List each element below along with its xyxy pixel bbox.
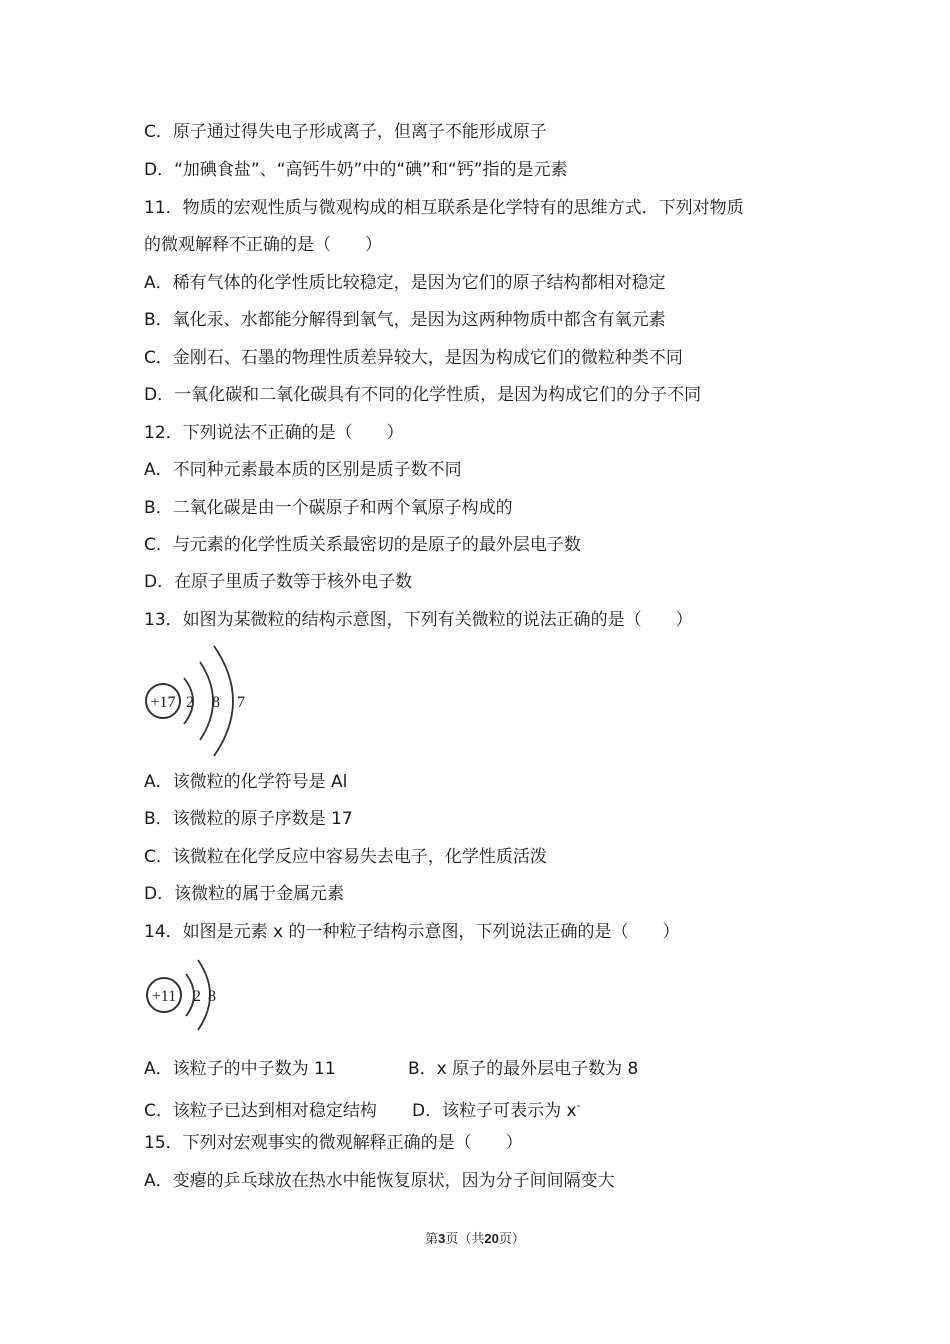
- total-page-number: 20: [484, 1231, 499, 1246]
- option-c-q13: C．该微粒在化学反应中容易失去电子，化学性质活泼: [144, 847, 547, 867]
- question-12-stem: 12．下列说法不正确的是（ ）: [144, 423, 404, 443]
- atom-structure-diagram-13: [140, 640, 260, 760]
- options-cd-q14: [144, 1095, 581, 1122]
- shell-2-electrons: 8: [208, 988, 216, 1005]
- option-d-q10: D．“加碘食盐”、“高钙牛奶”中的“碘”和“钙”指的是元素: [144, 160, 568, 180]
- atom-structure-diagram-14: [140, 954, 230, 1044]
- option-d-q11: D．一氧化碳和二氧化碳具有不同的化学性质，是因为构成它们的分子不同: [144, 385, 702, 405]
- ion-charge-superscript: -: [576, 1099, 581, 1112]
- shell-1-electrons: 2: [186, 694, 194, 711]
- footer-mid: 页（共: [445, 1232, 485, 1247]
- question-11-stem-cont: 的微观解释不正确的是（ ）: [144, 235, 382, 255]
- shell-3-electrons: 7: [237, 694, 245, 711]
- option-c-q11: C．金刚石、石墨的物理性质差异较大，是因为构成它们的微粒种类不同: [144, 348, 683, 368]
- option-d-q14: [412, 1095, 581, 1122]
- footer-suffix: 页）: [498, 1232, 525, 1247]
- option-b-q12: B．二氧化碳是由一个碳原子和两个氧原子构成的: [144, 498, 513, 518]
- question-15-stem: 15．下列对宏观事实的微观解释正确的是（ ）: [144, 1133, 523, 1153]
- page-footer: [0, 1228, 950, 1247]
- option-b-q14: B．x 原子的最外层电子数为 8: [408, 1059, 639, 1079]
- option-d-q13: D．该微粒的属于金属元素: [144, 884, 345, 904]
- current-page-number: 3: [438, 1231, 446, 1246]
- option-d-q12: D．在原子里质子数等于核外电子数: [144, 572, 413, 592]
- option-a-q13: A．该微粒的化学符号是 Al: [144, 772, 348, 792]
- option-c-q12: C．与元素的化学性质关系最密切的是原子的最外层电子数: [144, 535, 581, 555]
- shell-2-electrons: 8: [212, 694, 220, 711]
- nucleus-charge: +17: [150, 694, 176, 711]
- option-c-q14: C．该粒子已达到相对稳定结构: [144, 1100, 377, 1121]
- option-a-q11: A．稀有气体的化学性质比较稳定，是因为它们的原子结构都相对稳定: [144, 273, 666, 293]
- option-a-q12: A．不同种元素最本质的区别是质子数不同: [144, 460, 462, 480]
- option-a-q15: A．变瘪的乒乓球放在热水中能恢复原状，因为分子间间隔变大: [144, 1171, 615, 1191]
- options-ab-q14: [144, 1058, 638, 1080]
- option-a-q14: A．该粒子的中子数为 11: [144, 1059, 336, 1079]
- question-13-stem: 13．如图为某微粒的结构示意图，下列有关微粒的说法正确的是（ ）: [144, 610, 693, 630]
- question-14-stem: 14．如图是元素 x 的一种粒子结构示意图，下列说法正确的是（ ）: [144, 922, 680, 942]
- option-b-q13: B．该微粒的原子序数是 17: [144, 809, 353, 829]
- option-b-q11: B．氧化汞、水都能分解得到氧气，是因为这两种物质中都含有氧元素: [144, 310, 666, 330]
- nucleus-charge: +11: [151, 988, 177, 1005]
- question-11-stem: 11．物质的宏观性质与微观构成的相互联系是化学特有的思维方式．下列对物质: [144, 198, 744, 218]
- footer-prefix: 第: [425, 1232, 439, 1247]
- option-c-q10: C．原子通过得失电子形成离子，但离子不能形成原子: [144, 122, 547, 142]
- option-d-q14-text: D．该粒子可表示为 x: [412, 1100, 577, 1121]
- shell-1-electrons: 2: [193, 988, 201, 1005]
